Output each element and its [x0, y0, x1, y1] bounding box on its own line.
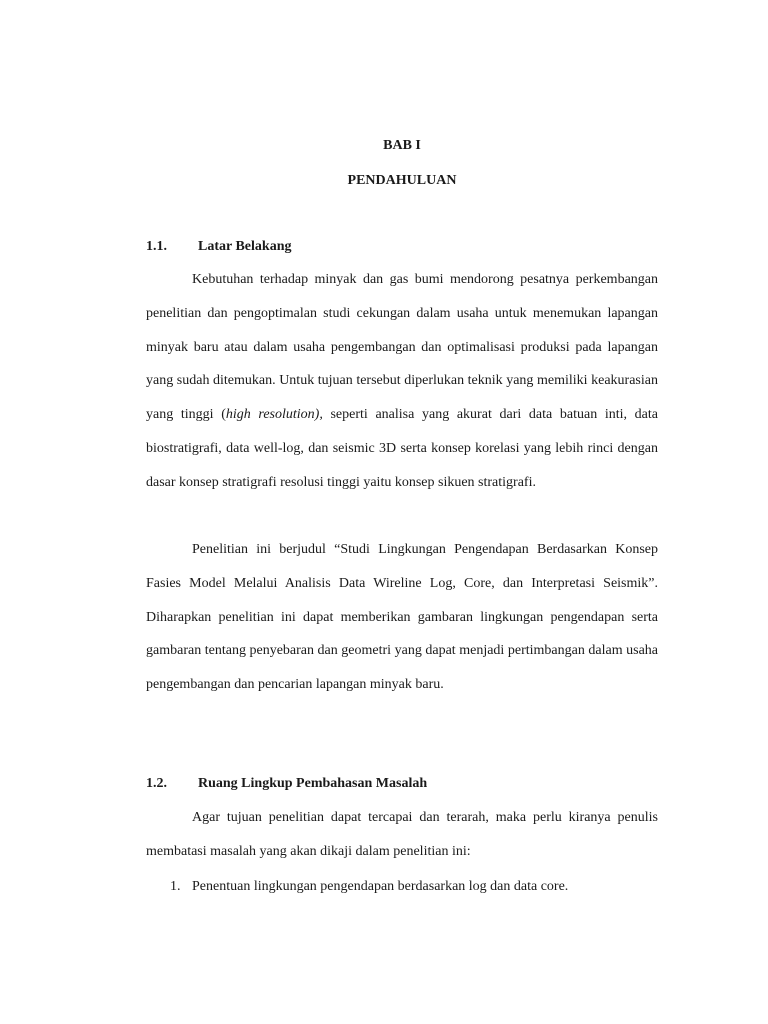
section-number: 1.2. — [146, 776, 167, 791]
section-title: Ruang Lingkup Pembahasan Masalah — [198, 776, 428, 791]
chapter-label: BAB I — [383, 138, 421, 153]
chapter-title: PENDAHULUAN — [347, 173, 457, 188]
list-item — [146, 878, 658, 896]
section-heading-2 — [146, 775, 427, 793]
italic-term: high resolution), — [225, 407, 323, 422]
paragraph-latar-belakang-2: Penelitian ini berjudul “Studi Lingkungan Pengendapan Berdasarkan Konsep Fasies Model Melalui Analisis Data Wireline Log, Core, dan Interpretasi Seismik”. Diharapkan penelitian ini dapat memberikan gambaran lingkungan pengendapan serta gambaran tentang penyebaran dan geometri yang dapat menjadi pertimbangan dalam usaha pengembangan dan pencarian lapangan minyak baru. — [146, 542, 658, 692]
section-number: 1.1. — [146, 239, 167, 254]
list-text: Penentuan lingkungan pengendapan berdasarkan log dan data core. — [192, 879, 569, 894]
section-title: Latar Belakang — [198, 239, 292, 254]
list-number: 1. — [170, 879, 181, 894]
section-heading-1 — [146, 238, 291, 256]
paragraph-latar-belakang-1: Kebutuhan terhadap minyak dan gas bumi mendorong pesatnya perkembangan penelitian dan pengoptimalan studi cekungan dalam usaha untuk menemukan lapangan minyak baru atau dalam usaha pengembangan dan optimalisasi produksi pada lapangan yang sudah ditemukan. Untuk tujuan tersebut diperlukan teknik yang memiliki keakurasian yang tinggi (high resolution), seperti analisa yang akurat dari data batuan inti, data biostratigrafi, data well-log, dan seismic 3D serta konsep korelasi yang lebih rinci dengan dasar konsep stratigrafi resolusi tinggi yaitu konsep sikuen stratigrafi. — [146, 272, 658, 490]
paragraph-ruang-lingkup: Agar tujuan penelitian dapat tercapai dan terarah, maka perlu kiranya penulis membatasi masalah yang akan dikaji dalam penelitian ini: — [146, 810, 658, 859]
